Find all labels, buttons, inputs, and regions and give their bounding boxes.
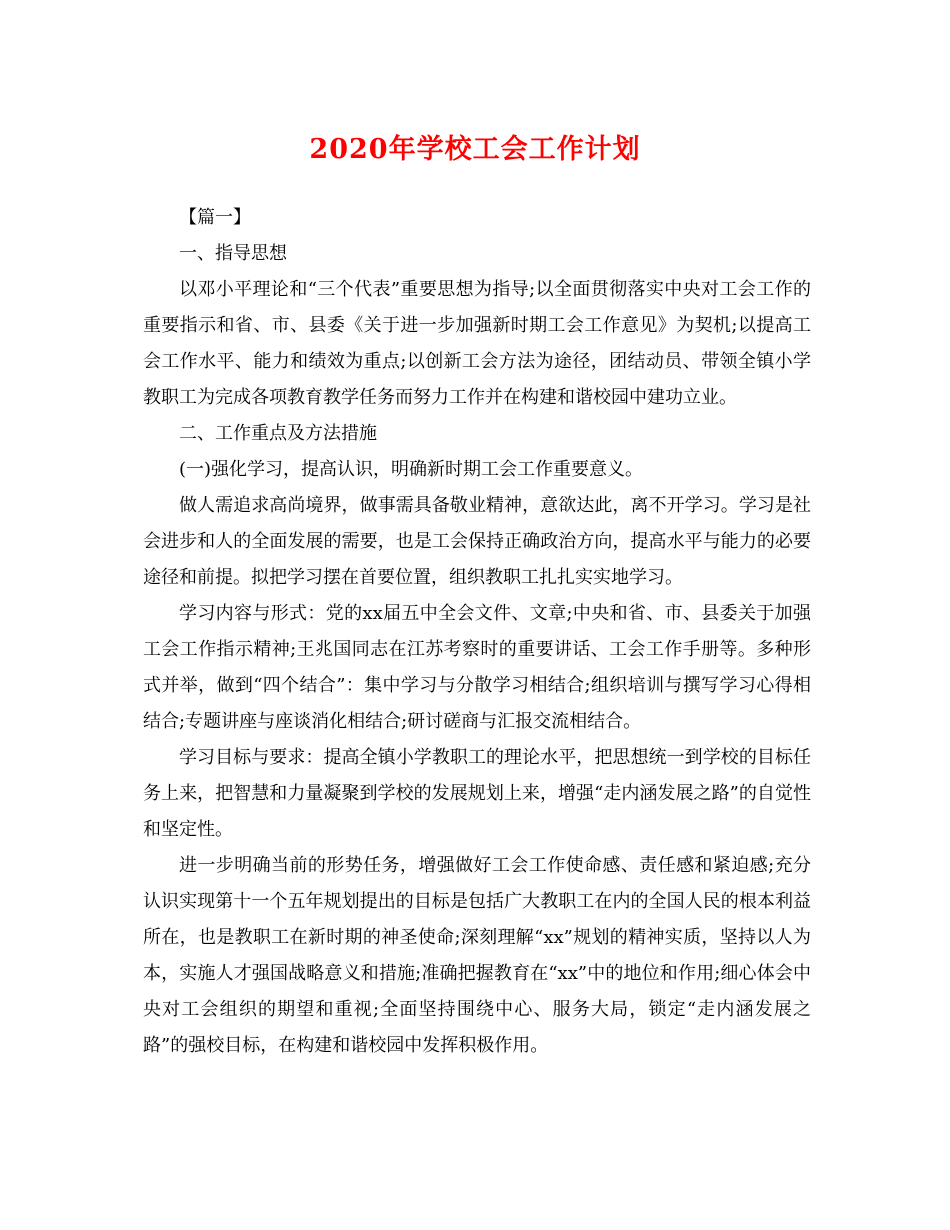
subheading-strengthen-study: (一)强化学习，提高认识，明确新时期工会工作重要意义。 [179, 459, 644, 480]
document-title: 2020年学校工会工作计划 [309, 134, 641, 165]
paragraph-study-goals: 学习目标与要求：提高全镇小学教职工的理论水平，把思想统一到学校的目标任务上来，把智慧和力量凝聚到学校的发展规划上来，增强“走内涵发展之路”的自觉性和坚定性。 [143, 747, 811, 840]
document-body [143, 200, 811, 1064]
heading-work-focus: 二、工作重点及方法措施 [179, 423, 377, 444]
paragraph-guiding-ideology: 以邓小平理论和“三个代表”重要思想为指导;以全面贯彻落实中央对工会工作的重要指示和省、市、县委《关于进一步加强新时期工会工作意见》为契机;以提高工会工作水平、能力和绩效为重点;以创新工会方法为途径，团结动员、带领全镇小学教职工为完成各项教育教学任务而努力工作并在构建和谐校园中建功立业。 [143, 279, 811, 408]
paragraph-study-importance: 做人需追求高尚境界，做事需具备敬业精神，意欲达此，离不开学习。学习是社会进步和人的全面发展的需要，也是工会保持正确政治方向，提高水平与能力的必要途径和前提。拟把学习摆在首要位置，组织教职工扎扎实实地学习。 [143, 495, 811, 588]
paragraph-study-content: 学习内容与形式：党的xx届五中全会文件、文章;中央和省、市、县委关于加强工会工作指示精神;王兆国同志在江苏考察时的重要讲话、工会工作手册等。多种形式并举，做到“四个结合”：集中学习与分散学习相结合;组织培训与撰写学习心得相结合;专题讲座与座谈消化相结合;研讨磋商与汇报交流相结合。 [143, 603, 811, 732]
paragraph-situation-tasks: 进一步明确当前的形势任务，增强做好工会工作使命感、责任感和紧迫感;充分认识实现第十一个五年规划提出的目标是包括广大教职工在内的全国人民的根本利益所在，也是教职工在新时期的神圣使命;深刻理解“xx”规划的精神实质，坚持以人为本，实施人才强国战略意义和措施;准确把握教育在“xx”中的地位和作用;细心体会中央对工会组织的期望和重视;全面坚持围绕中心、服务大局，锁定“走内涵发展之路”的强校目标，在构建和谐校园中发挥积极作用。 [143, 855, 811, 1056]
heading-guiding-ideology: 一、指导思想 [179, 243, 287, 264]
section-heading-part-one: 【篇一】 [179, 207, 251, 228]
